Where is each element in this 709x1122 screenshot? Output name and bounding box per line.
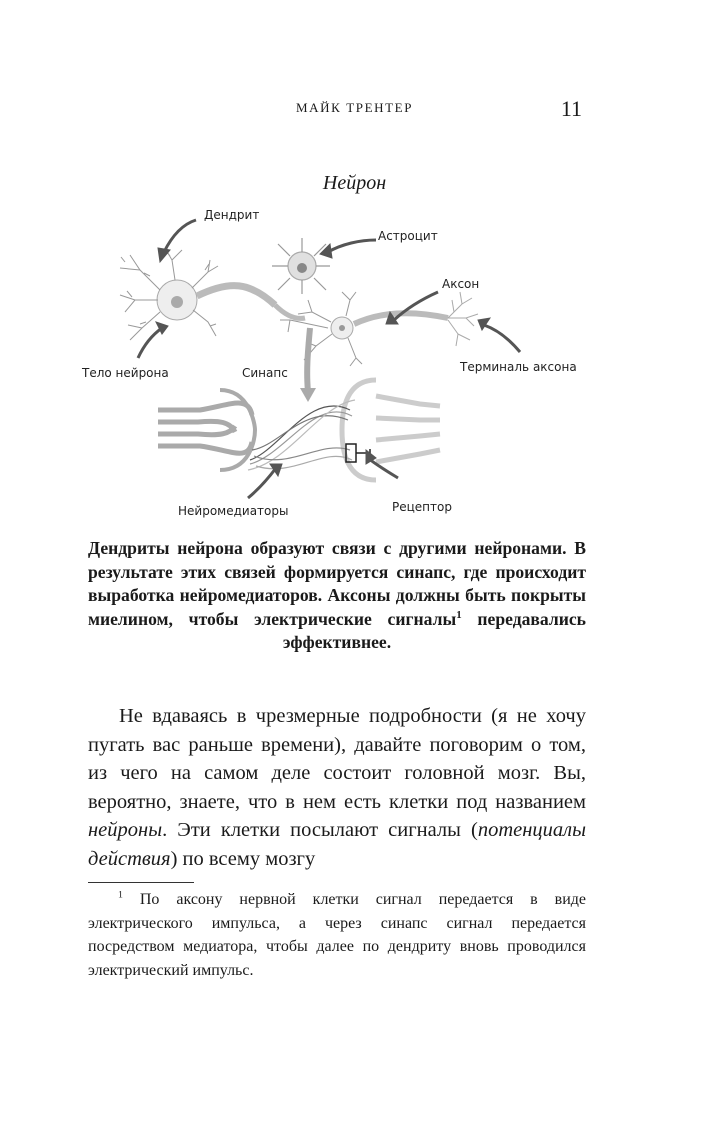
label-synapse: Синапс [242,366,288,380]
second-neuron-shape [280,292,362,366]
footnote [88,888,586,982]
label-axon: Аксон [442,277,480,291]
label-dendrite: Дендрит [204,208,260,222]
body-italic-neurons: нейроны [88,819,163,841]
page-number: 11 [560,96,582,121]
body-text-2: . Эти клетки посылают сигналы ( [162,819,478,841]
label-neuron-body: Тело нейрона [82,366,169,380]
label-neurotransmitters: Нейромедиаторы [178,504,289,518]
synaptic-cleft-waves [248,400,355,470]
footnote-text: По аксону нервной клетки сигнал передается в виде электрического импульса, а через синапс сигнал передается посредством медиатора, чтобы далее по дендриту вновь проводился электрический импульс. [88,891,586,979]
body-text-1: Не вдаваясь в чрезмерные подробности (я не хочу пугать вас раньше времени), давайте поговорим о том, из чего на самом деле состоит головной мозг. Вы, вероятно, знаете, что в нем есть клетки под названием [88,705,586,813]
caption-footnote-ref: 1 [456,608,462,621]
synapse-pointer-shape [307,328,310,392]
axon-terminal-shape [448,292,478,346]
astrocyte-shape [272,238,330,294]
postsynaptic-terminal-shape [342,380,440,480]
footnote-marker: 1 [118,889,123,901]
body-italic-action-potentials: потенциалы действия [88,819,586,870]
presynaptic-terminal-shape [158,390,255,470]
pointer-arrows [138,220,520,498]
caption-text: Дендриты нейрона образуют связи с другими нейронами. В результате этих связей формируется синапс, где происходит выработка нейромедиаторов. Аксоны должны быть покрыты миелином, чтобы электрические сигналы [88,538,586,629]
body-paragraph [88,702,586,873]
figure-caption [88,537,586,655]
footnote-divider [88,882,194,883]
running-header-author: МАЙК ТРЕНТЕР [295,100,414,115]
label-astrocyte: Астроцит [378,229,438,243]
neuron-diagram [80,200,600,530]
figure-title: Нейрон [322,172,387,194]
caption-text-end: передавались эффективнее. [282,608,586,652]
label-axon-terminal: Терминаль аксона [460,360,577,374]
neuron-link-shape [275,305,305,318]
axon-main-shape [197,286,275,305]
label-receptor: Рецептор [392,500,452,514]
body-text-3: ) по всему мозгу [170,847,316,870]
